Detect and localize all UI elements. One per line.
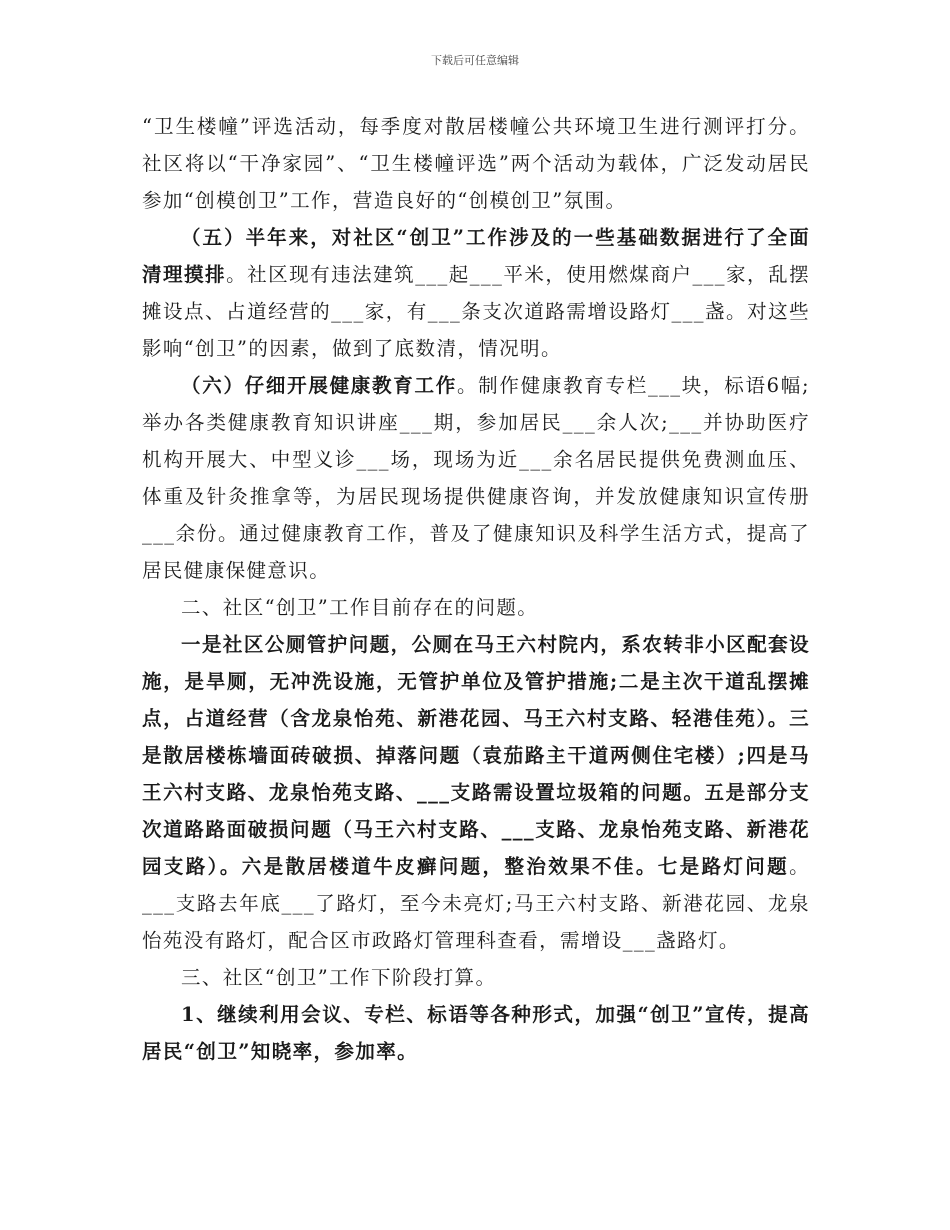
paragraph-section-six <box>142 367 810 589</box>
heading-next-plan: 三、社区“创卫”工作下阶段打算。 <box>181 966 497 989</box>
page-header: 下载后可任意编辑 <box>431 54 519 67</box>
paragraph-plan-item-1: 1、继续利用会议、专栏、标语等各种形式，加强“创卫”宣传，提高居民“创卫”知晓率，参加率。 <box>142 1003 810 1063</box>
section-six-heading: （六）仔细开展健康教育工作 <box>181 374 457 397</box>
paragraph-hygiene-building: “卫生楼幢”评选活动，每季度对散居楼幢公共环境卫生进行测评打分。社区将以“干净家园”、“卫生楼幢评选”两个活动为载体，广泛发动居民参加“创模创卫”工作，营造良好的“创模创卫”氛围。 <box>142 115 810 212</box>
section-five-heading: （五）半年来，对社区“创卫”工作涉及的一些基础数据进行了全面清理摸排 <box>142 226 810 286</box>
heading-problems: 二、社区“创卫”工作目前存在的问题。 <box>181 596 539 619</box>
paragraph-section-five <box>142 219 810 367</box>
problems-list: 一是社区公厕管护问题，公厕在马王六村院内，系农转非小区配套设施，是旱厕，无冲洗设施，无管护单位及管护措施;二是主次干道乱摆摊点，占道经营（含龙泉怡苑、新港花园、马王六村支路、轻港佳苑）。三是散居楼栋墙面砖破损、掉落问题（袁茄路主干道两侧住宅楼）;四是马王六村支路、龙泉怡苑支路、___支路需设置垃圾箱的问题。五是部分支次道路路面破损问题（马王六村支路、___支路、龙泉怡苑支路、新港花园支路）。六是散居楼道牛皮癣问题，整治效果不佳。七是路灯问题 <box>142 633 810 878</box>
section-five-text: 。社区现有违法建筑___起___平米，使用燃煤商户___家，乱摆摊设点、占道经营的___家，有___条支次道路需增设路灯___盏。对这些影响“创卫”的因素，做到了底数清，情况明。 <box>142 263 810 360</box>
problems-streetlight-text: 。___支路去年底___了路灯，至今未亮灯;马王六村支路、新港花园、龙泉怡苑没有路灯，配合区市政路灯管理科查看，需增设___盏路灯。 <box>142 855 810 952</box>
section-six-text: 。制作健康教育专栏___块，标语6幅;举办各类健康教育知识讲座___期，参加居民___余人次;___并协助医疗机构开展大、中型义诊___场，现场为近___余名居民提供免费测血压、体重及针灸推拿等，为居民现场提供健康咨询，并发放健康知识宣传册___余份。通过健康教育工作，普及了健康知识及科学生活方式，提高了居民健康保健意识。 <box>142 374 811 582</box>
document-body <box>142 108 810 1070</box>
paragraph-problems <box>142 626 810 959</box>
